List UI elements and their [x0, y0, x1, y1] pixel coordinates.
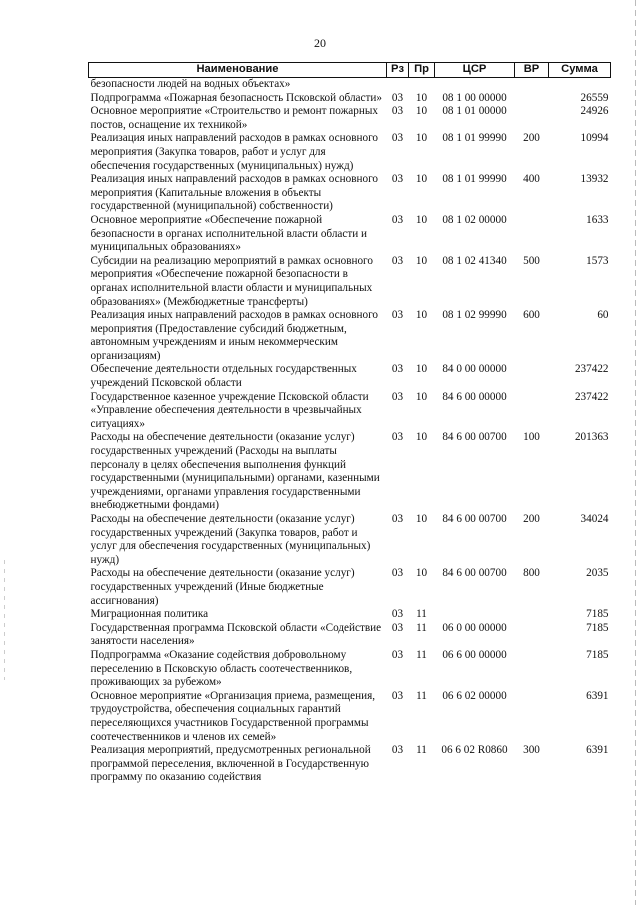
- cell-sum: 7185: [586, 621, 609, 634]
- cell-name: Реализация иных направлений расходов в рамках основного мероприятия (Предоставление субсидий бюджетным, автономным учреждениям и иным некоммерческим организациям): [90, 309, 378, 362]
- cell-name: Основное мероприятие «Строительство и ремонт пожарных постов, оснащение их техникой»: [90, 105, 378, 131]
- cell-csr: 08 1 02 99990: [442, 309, 507, 322]
- cell-vr: 200: [523, 132, 540, 145]
- scan-edge-right: [635, 0, 636, 905]
- budget-table: [88, 62, 611, 785]
- cell-csr: 84 6 00 00700: [442, 513, 507, 525]
- table-row: [89, 431, 611, 513]
- table-row: [89, 363, 611, 390]
- table-row: [89, 132, 611, 173]
- cell-sum: 24926: [580, 105, 609, 118]
- cell-csr: 08 1 02 41340: [442, 254, 507, 267]
- cell-name: Основное мероприятие «Обеспечение пожарной безопасности в органах исполнительной власти области и муниципальных образованиях»: [90, 213, 368, 254]
- cell-pr: 10: [415, 132, 428, 145]
- cell-sum: 201363: [574, 431, 609, 444]
- header-name: Наименование: [89, 63, 387, 78]
- cell-pr: 10: [415, 431, 428, 444]
- cell-csr: 84 0 00 00000: [442, 363, 507, 376]
- cell-csr: 08 1 00 00000: [442, 91, 507, 104]
- cell-rz: 03: [391, 254, 404, 267]
- table-row: [89, 608, 611, 622]
- table-row: [89, 255, 611, 309]
- cell-pr: 10: [415, 390, 428, 403]
- cell-pr: 10: [415, 567, 428, 580]
- table-row: [89, 214, 611, 255]
- cell-vr: 600: [523, 309, 540, 322]
- cell-vr: [515, 214, 549, 255]
- table-row: [89, 391, 611, 432]
- cell-vr: 200: [523, 513, 540, 525]
- cell-pr: 10: [415, 363, 428, 376]
- cell-sum: 237422: [574, 363, 609, 376]
- cell-rz: 03: [391, 567, 404, 580]
- cell-rz: [387, 78, 409, 92]
- cell-rz: 03: [391, 689, 404, 702]
- table-row: [89, 649, 611, 690]
- cell-name: Реализация иных направлений расходов в рамках основного мероприятия (Закупка товаров, работ и услуг для обеспечения государственных (муниципальных) нужд): [90, 132, 378, 172]
- cell-pr: 11: [416, 744, 427, 757]
- cell-csr: 08 1 01 99990: [442, 173, 507, 186]
- scan-edge-left: [4, 560, 5, 680]
- cell-vr: [515, 78, 549, 92]
- cell-vr: 100: [523, 431, 540, 444]
- table-row: [89, 690, 611, 744]
- header-pr: Пр: [409, 63, 435, 78]
- cell-name: Расходы на обеспечение деятельности (оказание услуг) государственных учреждений (Расходы на выплаты персоналу в целях обеспечения выполнения функций государственными (муниципальными) органами, казенными учреждениями, органами управления государственными внебюджетными фондами): [90, 431, 380, 512]
- cell-name: Реализация иных направлений расходов в рамках основного мероприятия (Капитальные вложения в объекты государственной (муниципальной) собственности): [90, 173, 378, 213]
- cell-pr: 11: [416, 689, 427, 702]
- table-body: [89, 78, 611, 785]
- table-row: [89, 309, 611, 363]
- table-row: [89, 105, 611, 132]
- cell-vr: [515, 690, 549, 744]
- cell-sum: 60: [597, 309, 609, 322]
- cell-rz: 03: [391, 132, 404, 145]
- cell-sum: 6391: [586, 689, 609, 702]
- cell-name: Расходы на обеспечение деятельности (оказание услуг) государственных учреждений (Закупка товаров, работ и услуг для обеспечения государственных (муниципальных) нужд): [90, 513, 371, 566]
- cell-rz: 03: [391, 105, 404, 118]
- cell-vr: 400: [523, 173, 540, 186]
- cell-sum: 6391: [586, 744, 609, 757]
- cell-pr: 11: [416, 608, 427, 621]
- cell-csr: 84 6 00 00700: [442, 431, 507, 444]
- cell-csr: 08 1 01 00000: [442, 105, 507, 118]
- cell-pr: 10: [415, 213, 428, 226]
- cell-csr: 06 6 00 00000: [442, 648, 507, 661]
- cell-rz: 03: [391, 213, 404, 226]
- cell-name: безопасности людей на водных объектах»: [90, 78, 291, 90]
- cell-csr: [435, 78, 515, 92]
- cell-vr: [515, 363, 549, 390]
- header-csr: ЦСР: [435, 63, 515, 78]
- cell-sum: 2035: [586, 567, 609, 580]
- header-sum: Сумма: [549, 63, 611, 78]
- cell-vr: [515, 105, 549, 132]
- cell-name: Миграционная политика: [90, 608, 209, 621]
- cell-csr: 06 6 02 00000: [442, 689, 507, 702]
- cell-csr: 08 1 02 00000: [442, 213, 507, 226]
- cell-name: Обеспечение деятельности отдельных государственных учреждений Псковской области: [90, 363, 357, 390]
- cell-csr: 84 6 00 00000: [442, 390, 507, 403]
- cell-rz: 03: [391, 513, 404, 525]
- cell-rz: 03: [391, 744, 404, 757]
- cell-pr: 11: [416, 648, 427, 661]
- cell-vr: [515, 622, 549, 649]
- table-row: [89, 173, 611, 214]
- cell-name: Государственное казенное учреждение Псковской области «Управление обеспечения деятельности в чрезвычайных ситуациях»: [90, 390, 369, 430]
- cell-sum: 34024: [580, 513, 609, 525]
- header-vr: ВР: [515, 63, 549, 78]
- cell-sum: 237422: [574, 390, 609, 403]
- page-number: 20: [314, 36, 326, 50]
- cell-csr: 06 6 02 R0860: [441, 744, 508, 757]
- cell-sum: [549, 78, 611, 92]
- cell-csr: 84 6 00 00700: [442, 567, 507, 580]
- cell-pr: 10: [415, 309, 428, 322]
- table-row: [89, 567, 611, 608]
- cell-pr: 10: [415, 173, 428, 186]
- cell-vr: [515, 608, 549, 622]
- cell-sum: 1633: [586, 213, 609, 226]
- cell-rz: 03: [391, 431, 404, 444]
- cell-rz: 03: [391, 621, 404, 634]
- cell-sum: 26559: [580, 91, 609, 104]
- cell-rz: 03: [391, 390, 404, 403]
- cell-pr: 10: [415, 513, 428, 525]
- cell-name: Реализация мероприятий, предусмотренных региональной программой переселения, включенной в Государственную программу по оказанию содействия: [90, 744, 371, 784]
- cell-rz: 03: [391, 608, 404, 621]
- cell-pr: 10: [415, 254, 428, 267]
- cell-csr: [435, 608, 515, 622]
- cell-vr: [515, 649, 549, 690]
- cell-sum: 7185: [586, 648, 609, 661]
- cell-csr: 08 1 01 99990: [442, 132, 507, 145]
- cell-rz: 03: [391, 309, 404, 322]
- cell-sum: 13932: [580, 173, 609, 186]
- cell-pr: 11: [416, 621, 427, 634]
- cell-rz: 03: [391, 363, 404, 376]
- table-row: [89, 92, 611, 106]
- cell-name: Подпрограмма «Пожарная безопасность Псковской области»: [90, 91, 382, 104]
- cell-name: Государственная программа Псковской области «Содействие занятости населения»: [90, 621, 382, 648]
- table-row: [89, 78, 611, 92]
- cell-sum: 10994: [580, 132, 609, 145]
- table-row: [89, 622, 611, 649]
- table-row: [89, 513, 611, 567]
- cell-name: Субсидии на реализацию мероприятий в рамках основного мероприятия «Обеспечение пожарной безопасности в органах исполнительной власти области и муниципальных образованиях» (Межбюджетные трансферты): [90, 254, 373, 308]
- cell-vr: [515, 92, 549, 106]
- cell-rz: 03: [391, 173, 404, 186]
- cell-vr: 300: [523, 744, 540, 757]
- cell-vr: 800: [523, 567, 540, 580]
- table-header-row: [89, 63, 611, 78]
- cell-rz: 03: [391, 648, 404, 661]
- header-rz: Рз: [387, 63, 409, 78]
- cell-pr: [409, 78, 435, 92]
- cell-name: Расходы на обеспечение деятельности (оказание услуг) государственных учреждений (Иные бюджетные ассигнования): [90, 567, 355, 607]
- cell-name: Подпрограмма «Оказание содействия добровольному переселению в Псковскую область соотечественников, проживающих за рубежом»: [90, 648, 353, 689]
- cell-name: Основное мероприятие «Организация приема, размещения, трудоустройства, обеспечения социальных гарантий переселяющихся участников Государственной программы соотечественников и членов их семей»: [90, 689, 376, 743]
- cell-sum: 1573: [586, 254, 609, 267]
- cell-vr: 500: [523, 254, 540, 267]
- table-row: [89, 744, 611, 785]
- cell-pr: 10: [415, 105, 428, 118]
- cell-csr: 06 0 00 00000: [442, 621, 507, 634]
- cell-vr: [515, 391, 549, 432]
- cell-rz: 03: [391, 91, 404, 104]
- cell-pr: 10: [415, 91, 428, 104]
- cell-sum: 7185: [586, 608, 609, 621]
